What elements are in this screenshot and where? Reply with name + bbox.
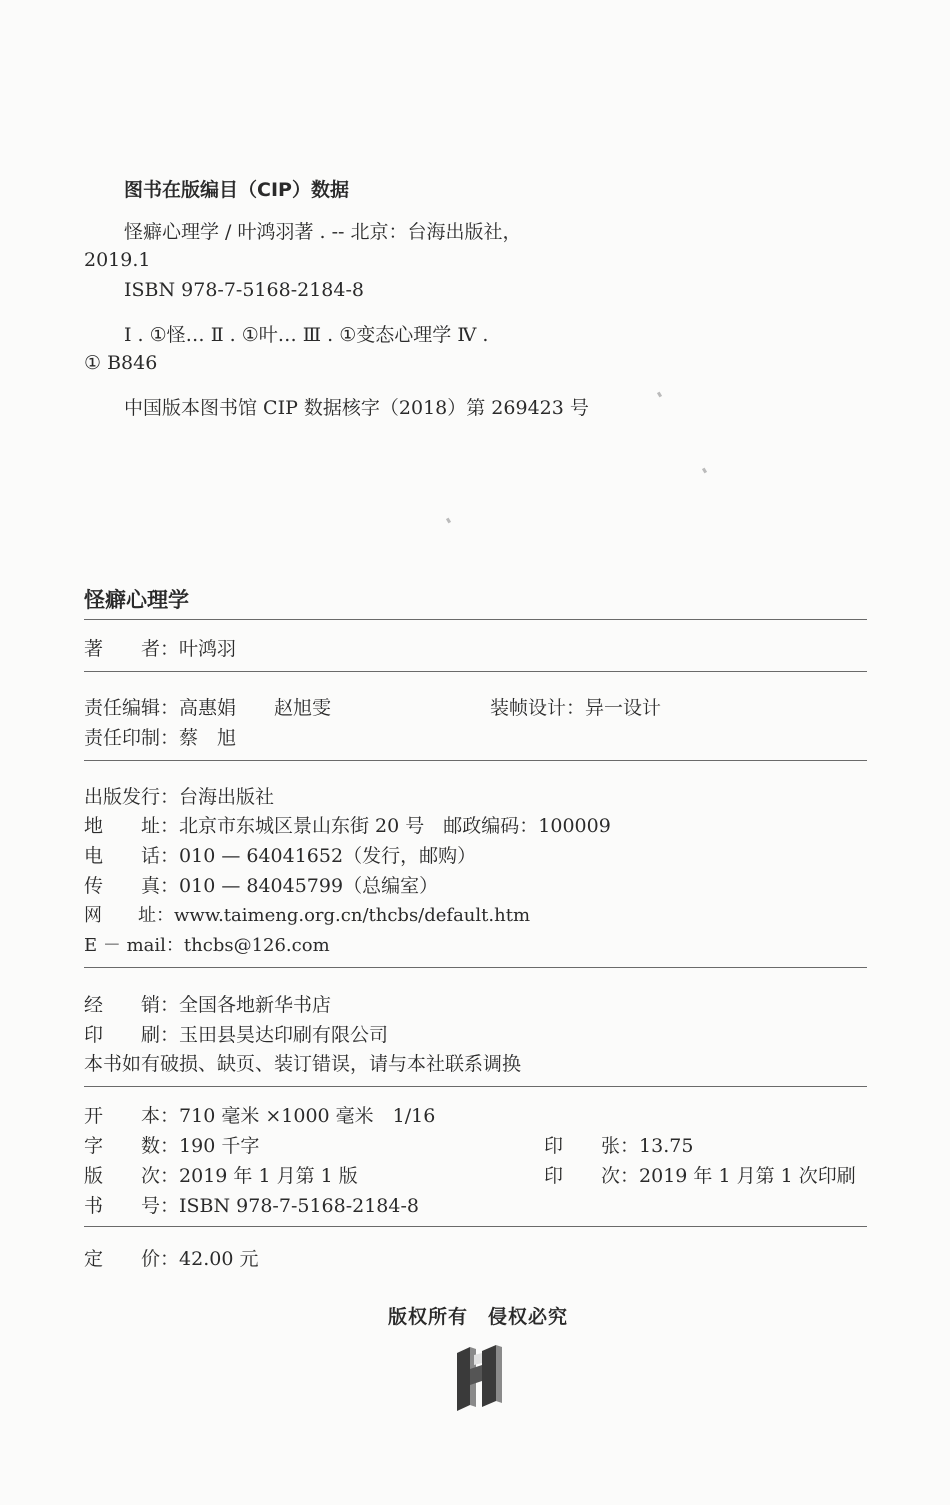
- print-supervisor-label: 责任印制：: [84, 727, 180, 749]
- edition-label: 版 次：: [84, 1165, 180, 1187]
- phone-value: 010 — 64041652（发行，邮购）: [179, 845, 477, 867]
- website-value: www.taimeng.org.cn/thcbs/default.htm: [174, 905, 531, 926]
- printing-value: 2019 年 1 月第 1 次印刷: [639, 1165, 856, 1187]
- print-sheets-label: 印 张：: [544, 1135, 640, 1157]
- cip-classification-1: Ⅰ . ①怪… Ⅱ . ①叶… Ⅲ . ①变态心理学 Ⅳ .: [124, 324, 489, 346]
- edition-row: [84, 1161, 358, 1188]
- word-count-value: 190 千字: [179, 1135, 260, 1157]
- publisher-row: [84, 782, 274, 809]
- printer-value: 玉田县昊达印刷有限公司: [179, 1024, 389, 1046]
- price-row: [84, 1244, 258, 1271]
- copyright-notice: 版权所有 侵权必究: [388, 1306, 569, 1328]
- publisher-logo-icon: [452, 1343, 506, 1413]
- book-title: 怪癖心理学: [84, 588, 189, 612]
- phone-label: 电 话：: [84, 845, 180, 867]
- editor-label: 责任编辑：: [84, 697, 180, 719]
- address-value: 北京市东城区景山东街 20 号 邮政编码：100009: [179, 815, 611, 837]
- price-value: 42.00 元: [179, 1248, 259, 1270]
- print-supervisor-value: 蔡 旭: [179, 727, 237, 749]
- cip-isbn: ISBN 978-7-5168-2184-8: [124, 279, 364, 301]
- distributor-row: [84, 990, 331, 1017]
- publisher-label: 出版发行：: [84, 786, 180, 808]
- email-label: E － mail：: [84, 935, 184, 956]
- divider: [84, 671, 867, 672]
- publisher-value: 台海出版社: [179, 786, 275, 808]
- phone-row: [84, 841, 476, 868]
- address-row: [84, 811, 611, 838]
- author-row: [84, 634, 236, 661]
- fax-row: [84, 871, 438, 898]
- cip-line-1: 怪癖心理学 / 叶鸿羽著 . -- 北京：台海出版社，: [124, 221, 522, 243]
- divider: [84, 1086, 867, 1087]
- website-row: [84, 901, 530, 927]
- isbn-value: ISBN 978-7-5168-2184-8: [179, 1195, 419, 1217]
- divider: [84, 760, 867, 761]
- word-count-label: 字 数：: [84, 1135, 180, 1157]
- print-sheets-value: 13.75: [639, 1135, 694, 1157]
- fax-label: 传 真：: [84, 875, 180, 897]
- price-label: 定 价：: [84, 1248, 180, 1270]
- format-label: 开 本：: [84, 1105, 180, 1127]
- format-value: 710 毫米 ×1000 毫米 1/16: [179, 1105, 436, 1127]
- author-label: 著 者：: [84, 638, 180, 660]
- design-label: 装帧设计：: [490, 697, 586, 719]
- cip-number: 中国版本图书馆 CIP 数据核字（2018）第 269423 号: [124, 397, 589, 419]
- distributor-label: 经 销：: [84, 994, 180, 1016]
- defect-notice: 本书如有破损、缺页、装订错误，请与本社联系调换: [84, 1053, 522, 1075]
- isbn-row: [84, 1191, 419, 1218]
- printing-row: [544, 1161, 856, 1188]
- address-label: 地 址：: [84, 815, 180, 837]
- cip-line-2: 2019.1: [84, 249, 151, 271]
- website-label: 网 址：: [84, 905, 174, 926]
- editor-value: 高惠娟 赵旭雯: [179, 697, 332, 719]
- divider: [84, 1226, 867, 1227]
- fax-value: 010 — 84045799（总编室）: [179, 875, 439, 897]
- word-count-row: [84, 1131, 259, 1158]
- email-row: [84, 931, 330, 957]
- printing-label: 印 次：: [544, 1165, 640, 1187]
- design-value: 异一设计: [585, 697, 662, 719]
- distributor-value: 全国各地新华书店: [179, 994, 332, 1016]
- author-value: 叶鸿羽: [179, 638, 237, 660]
- cip-header: 图书在版编目（CIP）数据: [124, 179, 349, 201]
- cip-classification-2: ① B846: [84, 352, 158, 374]
- format-row: [84, 1101, 435, 1128]
- divider: [84, 619, 867, 620]
- print-supervisor-row: [84, 723, 236, 750]
- edition-value: 2019 年 1 月第 1 版: [179, 1165, 358, 1187]
- divider: [84, 967, 867, 968]
- editor-row: [84, 693, 331, 720]
- print-sheets-row: [544, 1131, 693, 1158]
- isbn-label: 书 号：: [84, 1195, 180, 1217]
- email-value: thcbs@126.com: [183, 935, 330, 956]
- printer-label: 印 刷：: [84, 1024, 180, 1046]
- speck: [657, 392, 662, 398]
- printer-row: [84, 1020, 388, 1047]
- speck: [446, 518, 451, 524]
- speck: [702, 468, 707, 474]
- design-row: [490, 693, 661, 720]
